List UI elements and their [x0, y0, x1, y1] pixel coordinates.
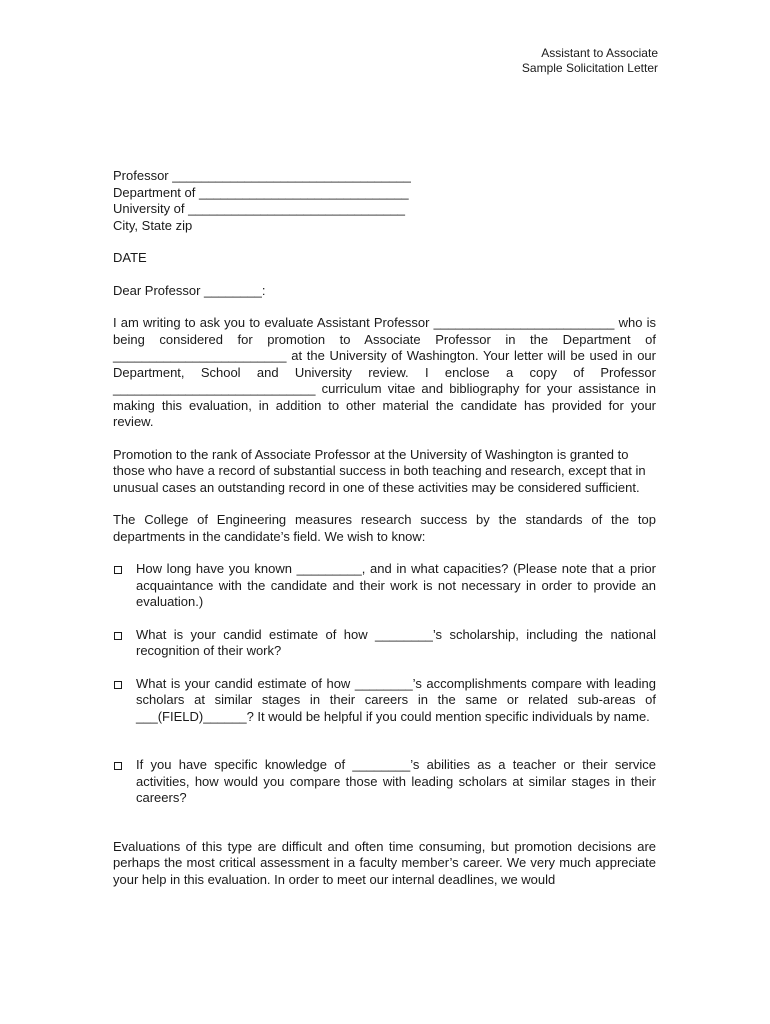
- checkbox-bullet-icon: [113, 757, 136, 770]
- paragraph-promotion-criteria: Promotion to the rank of Associate Professor at the University of Washington is granted to those who have a record of substantial success in both teaching and research, except that in unusual cases an outstanding record in one of these activities may be considered sufficient.: [113, 446, 646, 495]
- list-item: [113, 676, 656, 726]
- checkbox-bullet-icon: [113, 561, 136, 574]
- question-text: What is your candid estimate of how ________’s scholarship, including the national recognition of their work?: [136, 626, 656, 658]
- header-subtitle: Sample Solicitation Letter: [521, 61, 658, 75]
- list-item: [113, 627, 656, 660]
- header-title: Assistant to Associate: [541, 46, 658, 60]
- page-header: [522, 46, 658, 76]
- question-text: If you have specific knowledge of ________’s abilities as a teacher or their service activities, how would you compare those with leading scholars at similar stages in their careers?: [136, 757, 656, 805]
- paragraph-research-standards: The College of Engineering measures research success by the standards of the top departments in the candidate’s field. We wish to know:: [113, 512, 656, 544]
- list-item: [113, 561, 656, 611]
- list-item: [113, 757, 656, 807]
- letter-date: DATE: [113, 250, 147, 265]
- paragraph-request: I am writing to ask you to evaluate Assistant Professor _________________________ who is being considered for promotion to Associate Professor in the Department of ________________________ at the University of Washington. Your letter will be used in our Department, School and University review. I enclose a copy of Professor ____________________________ curriculum vitae and bibliography for your assistance in making this evaluation, in addition to other material the candidate has provided for your review.: [113, 315, 656, 429]
- question-list: [113, 561, 656, 807]
- address-department: Department of _____________________________: [113, 184, 409, 200]
- address-professor: Professor _________________________________: [113, 168, 411, 183]
- checkbox-bullet-icon: [113, 676, 136, 689]
- question-text: How long have you known _________, and in what capacities? (Please note that a prior acquaintance with the candidate and their work is not necessary in order to provide an evaluation.): [136, 561, 656, 609]
- question-text: What is your candid estimate of how ________’s accomplishments compare with leading scholars at similar stages in their careers in the same or related sub-areas of ___(FIELD)______? It would be helpful if you could mention specific individuals by name.: [136, 675, 656, 724]
- address-city-state-zip: City, State zip: [113, 217, 193, 233]
- salutation: Dear Professor ________:: [113, 282, 266, 298]
- address-university: University of ______________________________: [113, 201, 406, 216]
- checkbox-bullet-icon: [113, 627, 136, 640]
- paragraph-closing: Evaluations of this type are difficult and often time consuming, but promotion decisions are perhaps the most critical assessment in a faculty member’s career. We very much appreciate your help in this evaluation. In order to meet our internal deadlines, we would: [113, 838, 656, 887]
- recipient-address: [113, 168, 656, 234]
- letter-body: [113, 168, 656, 888]
